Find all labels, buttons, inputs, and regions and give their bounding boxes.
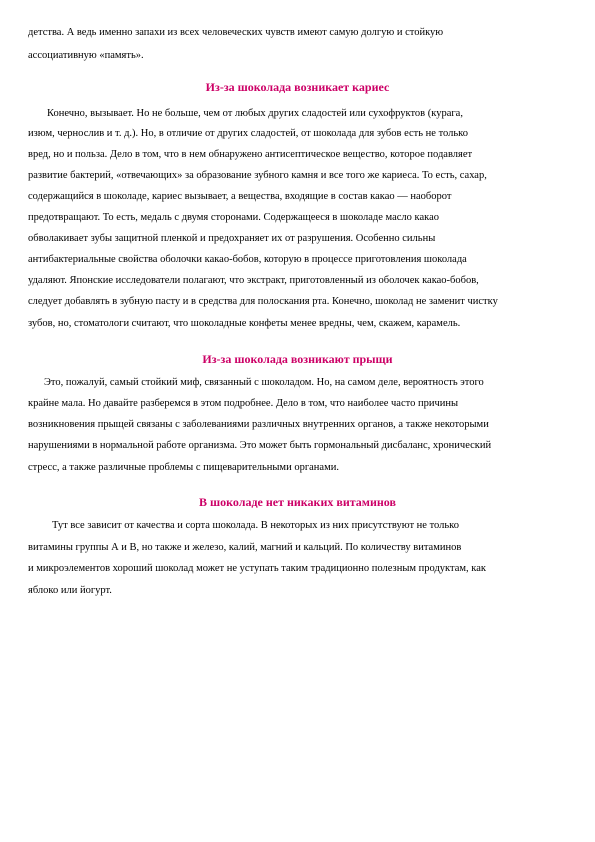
section-heading-vitamins: В шоколаде нет никаких витаминов: [198, 495, 396, 509]
section-heading-caries: Из-за шоколада возникает кариес: [205, 80, 390, 94]
paragraph-line: возникновения прыщей связаны с заболеваниями различных внутренних органов, а также некоторыми: [28, 419, 489, 430]
paragraph-line: нарушениями в нормальной работе организма. Это может быть гормональный дисбаланс, хронический: [28, 440, 492, 451]
paragraph-line: и микроэлементов хороший шоколад может не уступать таким традиционно полезным продуктам, как: [28, 563, 486, 574]
paragraph-line: крайне мала. Но давайте разберемся в этом подробнее. Дело в том, что наиболее часто причины: [28, 398, 459, 409]
section-heading-acne: Из-за шоколада возникают прыщи: [202, 352, 393, 366]
paragraph-line: изюм, чернослив и т. д.). Но, в отличие от других сладостей, от шоколада для зубов есть не только: [28, 128, 468, 139]
paragraph-line: стресс, а также различные проблемы с пищеварительными органами.: [28, 462, 339, 473]
paragraph-line: Это, пожалуй, самый стойкий миф, связанный с шоколадом. Но, на самом деле, вероятность этого: [44, 377, 484, 388]
paragraph-line: Конечно, вызывает. Но не больше, чем от любых других сладостей или сухофруктов (курага,: [47, 108, 463, 119]
paragraph-line: следует добавлять в зубную пасту и в средства для полоскания рта. Конечно, шоколад не заменит чистку: [28, 296, 498, 307]
paragraph-line: яблоко или йогурт.: [28, 585, 112, 596]
paragraph-line: Тут все зависит от качества и сорта шоколада. В некоторых из них присутствуют не только: [52, 520, 459, 531]
paragraph-line: удаляют. Японские исследователи полагают, что экстракт, приготовленный из оболочек какао-бобов,: [28, 275, 479, 286]
paragraph-line: предотвращают. То есть, медаль с двумя сторонами. Содержащееся в шоколаде масло какао: [28, 212, 440, 223]
paragraph-line: зубов, но, стоматологи считают, что шоколадные конфеты менее вредны, чем, скажем, карамель.: [28, 318, 461, 329]
paragraph-line: развитие бактерий, «отвечающих» за образование зубного камня и все того же кариеса. То есть, сахар,: [28, 170, 487, 181]
paragraph-line: обволакивает зубы защитной пленкой и предохраняет их от разрушения. Особенно сильны: [28, 233, 436, 244]
intro-line: детства. А ведь именно запахи из всех человеческих чувств имеют самую долгую и стойкую: [28, 27, 444, 38]
paragraph-line: витамины группы А и B, но также и железо, калий, магний и кальций. По количеству витаминов: [28, 542, 462, 553]
paragraph-line: антибактериальные свойства оболочки какао-бобов, которую в процессе приготовления шоколада: [28, 254, 467, 265]
paragraph-line: вред, но и польза. Дело в том, что в нем обнаружено антисептическое вещество, которое подавляет: [28, 149, 473, 160]
intro-line: ассоциативную «память».: [28, 50, 144, 61]
paragraph-line: содержащийся в шоколаде, кариес вызывает, а вещества, входящие в состав какао — наоборот: [28, 191, 452, 202]
